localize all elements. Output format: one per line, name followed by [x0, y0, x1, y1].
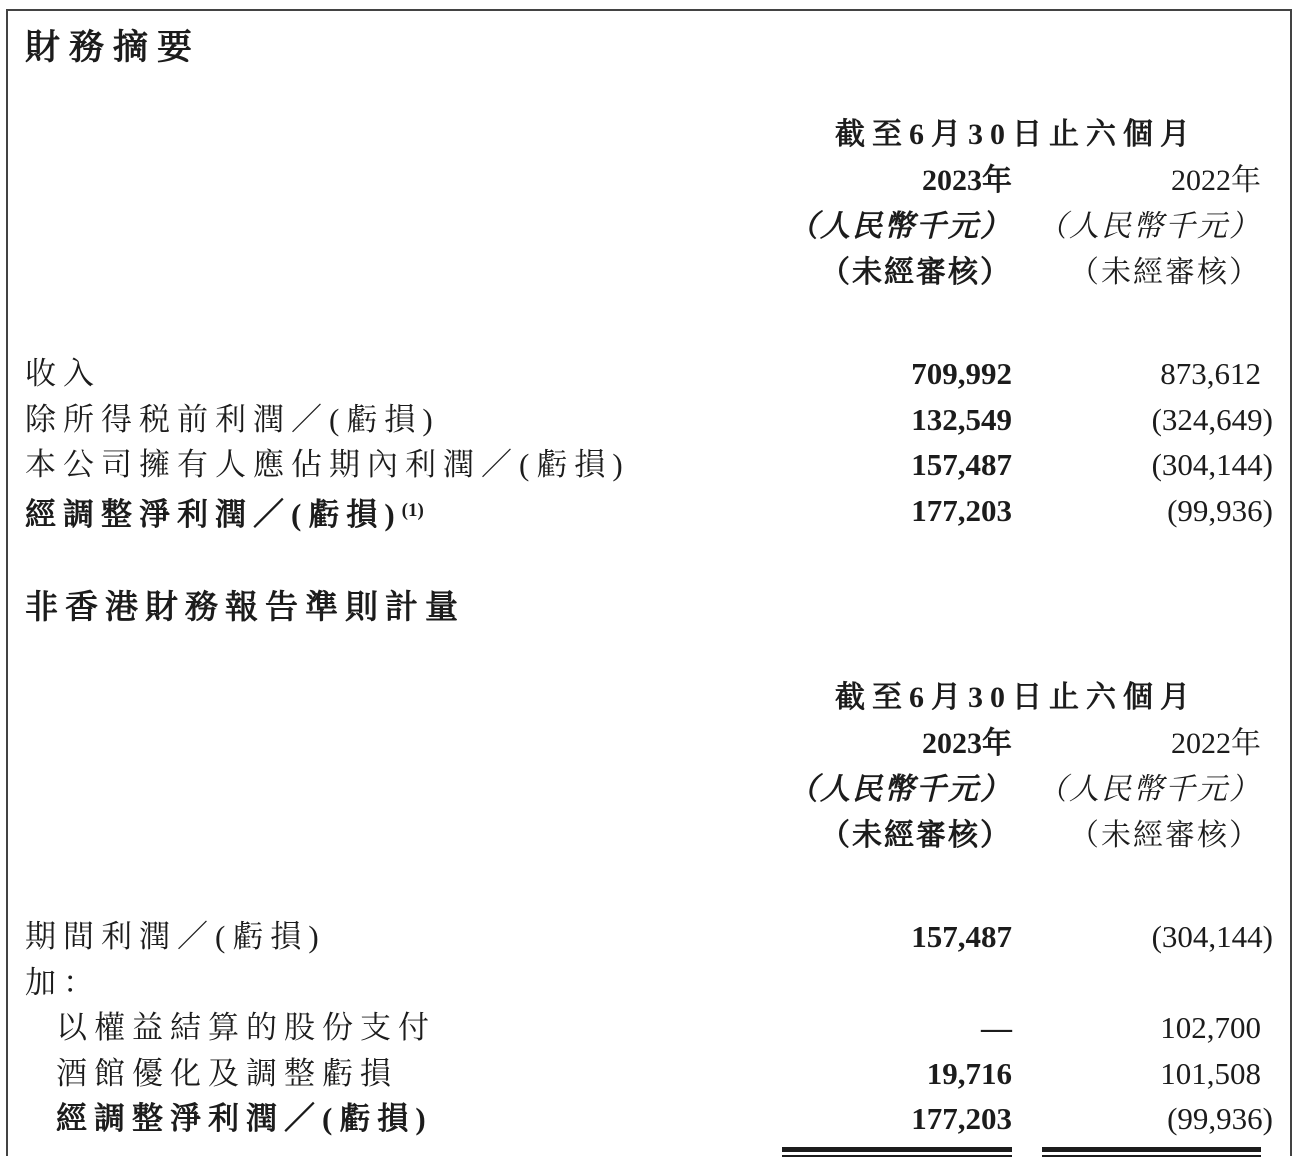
row-add-label: 加： [25, 964, 101, 1000]
footnote-1-marker: (1) [401, 499, 424, 521]
table1-col-2022-unit: （人民幣千元） [1037, 210, 1261, 243]
page-content [8, 28, 1290, 1162]
row-adjusted-profit-2023: 177,203 [911, 492, 1012, 528]
row-pretax-profit-2023: 132,549 [911, 401, 1012, 437]
row-share-payment-label: 以權益結算的股份支付 [56, 1010, 436, 1045]
row-adjusted-net-profit-2023: 177,203 [911, 1101, 1012, 1136]
table2-header [25, 675, 1273, 859]
row-adjusted-net-profit-label: 經調整淨利潤／(虧損) [56, 1101, 433, 1136]
table1-header [25, 112, 1273, 296]
row-revenue-label: 收入 [25, 356, 101, 391]
table2-col-2023-year: 2023年 [922, 727, 1012, 760]
table2-col-2022-audit: （未經審核） [1069, 819, 1261, 852]
row-revenue-2022: 873,612 [1160, 356, 1261, 391]
table2-col-2023-unit: （人民幣千元） [788, 773, 1012, 806]
non-hkfrs-section-heading: 非香港財務報告準則計量 [25, 590, 465, 626]
table2-period-header: 截至6月30日止六個月 [835, 681, 1197, 714]
table2-col-2022-year: 2022年 [1171, 727, 1261, 760]
total-underline-row [25, 1144, 1273, 1162]
row-period-profit-2023: 157,487 [911, 919, 1012, 954]
row-adjusted-net-profit-2022: (99,936) [1167, 1101, 1273, 1136]
row-owners-profit-2022: (304,144) [1151, 447, 1273, 482]
table1-col-2023-audit: （未經審核） [820, 256, 1012, 289]
row-add-2022 [1012, 960, 1273, 1006]
page-title: 財務摘要 [25, 28, 202, 67]
row-period-profit-label: 期間利潤／(虧損) [25, 919, 326, 954]
table2-col-2022-unit: （人民幣千元） [1037, 773, 1261, 806]
table1-col-2023-unit: （人民幣千元） [788, 210, 1012, 243]
row-pretax-profit-label: 除所得税前利潤／(虧損) [25, 401, 440, 437]
table1-col-2023-year: 2023年 [922, 164, 1012, 197]
total-underline-2023 [759, 1144, 1012, 1162]
page-frame [6, 9, 1292, 1156]
row-revenue-2023: 709,992 [911, 356, 1012, 391]
table1-col-2022-audit: （未經審核） [1069, 256, 1261, 289]
total-underline-2022 [1012, 1144, 1273, 1162]
row-period-profit-2022: (304,144) [1151, 919, 1273, 954]
row-add-2023 [759, 960, 1012, 1006]
row-share-payment-2023: — [981, 1010, 1012, 1045]
row-adjusted-profit-label: 經調整淨利潤／(虧損)$^{(1)}$ [25, 496, 424, 532]
row-share-payment-2022: 102,700 [1160, 1010, 1261, 1045]
table2-rows [25, 914, 1273, 1142]
row-tavern-adjustment-2022: 101,508 [1160, 1055, 1261, 1091]
row-pretax-profit-2022: (324,649) [1151, 401, 1273, 437]
row-owners-profit-2023: 157,487 [911, 447, 1012, 482]
row-tavern-adjustment-label: 酒館優化及調整虧損 [56, 1055, 398, 1091]
row-adjusted-profit-2022: (99,936) [1167, 492, 1273, 528]
table2-col-2023-audit: （未經審核） [820, 819, 1012, 852]
row-tavern-adjustment-2023: 19,716 [926, 1055, 1012, 1091]
table1-period-header: 截至6月30日止六個月 [835, 118, 1197, 151]
table1-rows [25, 351, 1273, 537]
table1-col-2022-year: 2022年 [1171, 164, 1261, 197]
row-owners-profit-label: 本公司擁有人應佔期內利潤／(虧損) [25, 447, 630, 482]
